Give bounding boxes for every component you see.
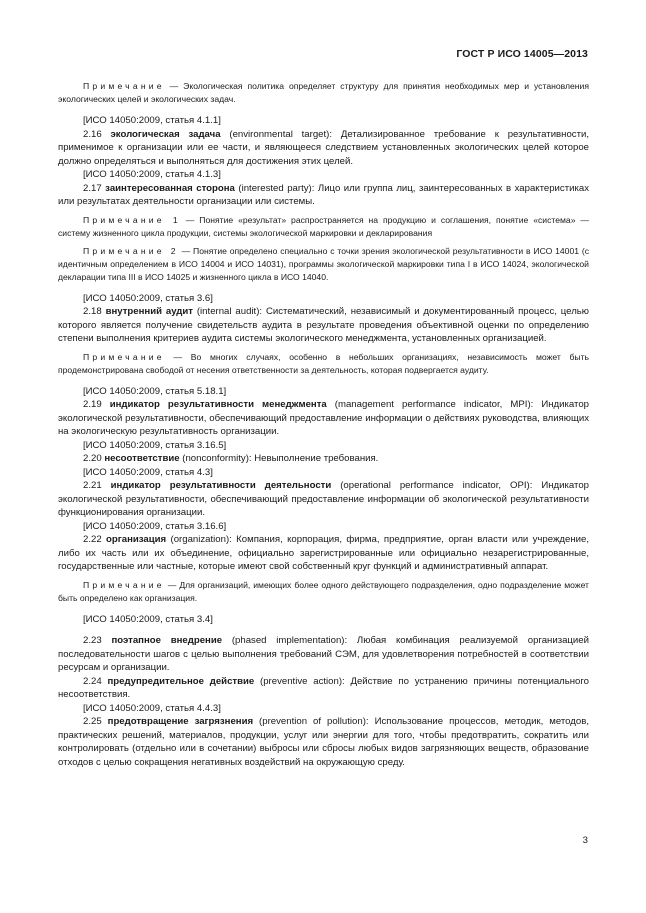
note-audit-independence: Примечание — Во многих случаях, особенно в небольших организациях, независимость может быть продемонстрирована свободой от несения ответственности за деятельность, которая подвергается аудиту. [58,351,589,375]
reference: [ИСО 14050:2009, статья 4.3] [83,466,213,478]
term-2-25: 2.25 предотвращение загрязнения (prevention of pollution): Использование процессов, методик, методов, практических решений, материалов, продукции, услуг или энергии для того, чтобы предотвратить, сократить или контролировать (отдельно или в сочетании) выбросы или сбросы любых видов загрязняющих веществ, образование отходов с целью сокращения негативных воздействий на окружающую среду. [58,716,589,768]
note-organization: Примечание — Для организаций, имеющих более одного действующего подразделения, одно подразделение может быть определено как организация. [58,579,589,603]
term-2-21: 2.21 индикатор результативности деятельности (operational performance indicator, OPI): Индикатор экологической результативности, обеспечивающий предоставление информации об экологической результативности функционирования организации. [58,480,589,518]
term-2-16: 2.16 экологическая задача (environmental target): Детализированное требование к результативности, применимое к организации или ее части, и являющееся следствием установленных экологических целей которое должно определяться и выполняться для достижения этих целей. [58,128,590,167]
term-name: экологическая задача [110,128,221,140]
term-name: предупредительное действие [107,675,255,687]
note-environmental-policy: Примечание — Экологическая политика определяет структуру для принятия необходимых мер и установления экологических целей и экологических задач. [58,81,589,104]
reference: [ИСО 14050:2009, статья 4.4.3] [83,702,221,714]
term-name: организация [106,534,167,545]
term-2-20: 2.20 несоответствие (nonconformity): Невыполнение требования. [83,453,379,464]
page-number: 3 [582,835,588,846]
term-name: индикатор результативности деятельности [110,480,332,491]
note-1: Примечание 1 — Понятие «результат» распространяется на продукцию и соглашения, понятие «система» — систему жизненного цикла продукции, системы экологической маркировки и декларирования [58,214,589,238]
term-name: индикатор результативности менеджмента [109,399,327,410]
reference: [ИСО 14050:2009, статья 3.4] [83,613,213,625]
term-2-24: 2.24 предупредительное действие (preventive action): Действие по устранению причины потенциального несоответствия. [58,675,590,700]
reference: [ИСО 14050:2009, статья 4.1.1] [83,115,221,126]
term-2-18: 2.18 внутренний аудит (internal audit): Систематический, независимый и документированный процесс, целью которого является получение свидетельств аудита в результате проведения объективной оценки по определению степени выполнения критериев аудита системы экологического менеджмента, установленных организацией. [58,306,589,344]
reference: [ИСО 14050:2009, статья 3.6] [83,292,213,304]
term-name: заинтересованная сторона [105,182,235,194]
term-2-23: 2.23 поэтапное внедрение (phased implementation): Любая комбинация реализуемой организацией последовательности шагов с целью выполнения требований СЭМ, для удовлетворения потребностей в соответствии ресурсам и организации. [58,635,589,673]
document-body [58,80,589,769]
term-2-22: 2.22 организация (organization): Компания, корпорация, фирма, предприятие, орган власти или учреждение, либо их часть или их объединение, официально зарегистрированные или официально незарегистрированные, государственные или частные, которые имеют свой собственный круг функций и административный аппарат. [58,534,590,572]
reference: [ИСО 14050:2009, статья 5.18.1] [83,385,227,397]
document-header: ГОСТ Р ИСО 14005—2013 [456,48,588,60]
reference: [ИСО 14050:2009, статья 3.16.6] [83,520,227,532]
term-name: внутренний аудит [105,306,193,317]
note-label: Примечание 1 [83,214,181,225]
reference: [ИСО 14050:2009, статья 4.1.3] [83,169,221,180]
term-name: предотвращение загрязнения [107,716,254,727]
reference: [ИСО 14050:2009, статья 3.16.5] [83,439,227,451]
note-label: Примечание [83,351,165,362]
term-2-17: 2.17 заинтересованная сторона (interested party): Лицо или группа лиц, заинтересованных в характеристиках или результатах деятельности организации или системы. [58,182,589,207]
note-label: Примечание 2 [83,245,179,256]
term-name: поэтапное внедрение [111,635,223,646]
term-name: несоответствие [104,453,180,464]
term-2-19: 2.19 индикатор результативности менеджмента (management performance indicator, MPI): Индикатор экологической результативности, обеспечивающий предоставление информации о действиях руководства, влияющих на экологическую результативность организации. [58,399,589,437]
note-label: Примечание [83,579,165,590]
note-label: Примечание [83,81,165,91]
note-2: Примечание 2 — Понятие определено специально с точки зрения экологической результативности в ИСО 14001 (с идентичным определением в ИСО 14004 и ИСО 14031), программы экологической маркировки типа I в ИСО 14024, экологической декларации типа III в ИСО 14025 и жизненного цикла в ИСО 14040. [58,245,589,282]
